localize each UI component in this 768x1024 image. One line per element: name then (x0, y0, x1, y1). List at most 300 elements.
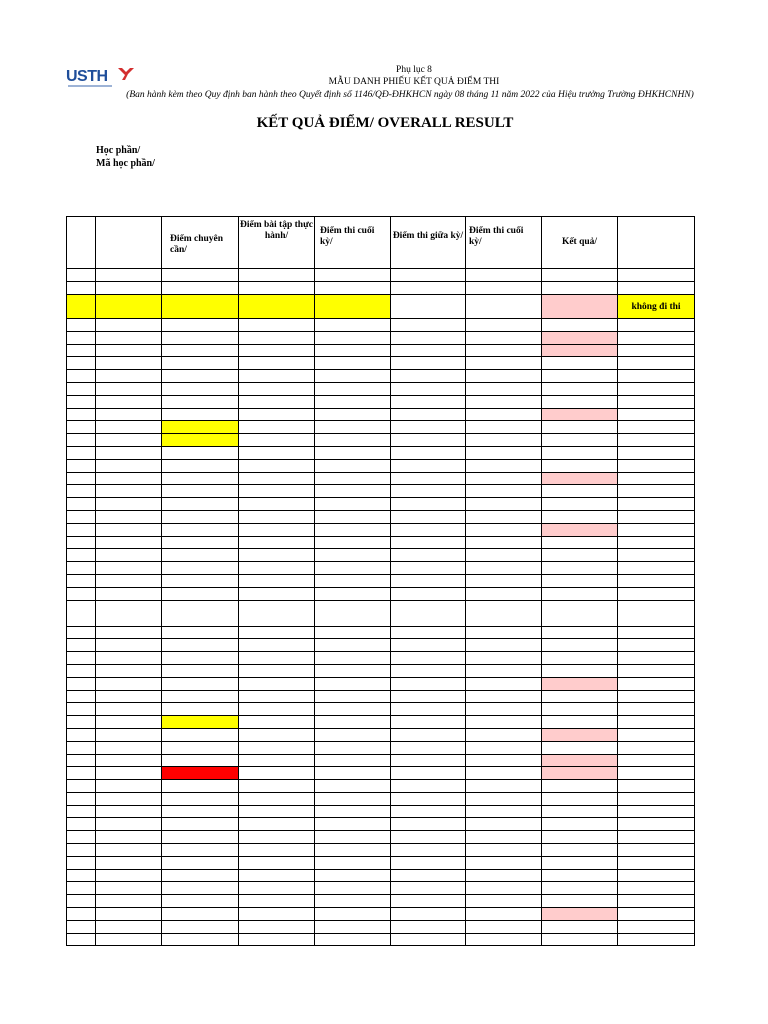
table-cell (618, 587, 695, 600)
table-cell (542, 370, 618, 383)
table-cell (542, 549, 618, 562)
table-cell (391, 818, 466, 831)
table-cell (618, 319, 695, 332)
table-row (67, 805, 695, 818)
table-cell (239, 282, 315, 295)
table-cell (315, 344, 391, 357)
table-cell (67, 792, 96, 805)
table-cell (162, 395, 239, 408)
table-cell (239, 395, 315, 408)
table-cell (239, 434, 315, 447)
table-cell (391, 472, 466, 485)
table-cell (315, 485, 391, 498)
table-cell (67, 549, 96, 562)
results-table (66, 216, 695, 946)
table-cell (315, 331, 391, 344)
table-cell (162, 536, 239, 549)
table-row (67, 780, 695, 793)
table-cell (542, 869, 618, 882)
table-row (67, 792, 695, 805)
table-cell (466, 331, 542, 344)
table-header-row (67, 217, 695, 269)
table-cell (618, 639, 695, 652)
table-row (67, 295, 695, 319)
table-cell (162, 485, 239, 498)
table-cell (391, 677, 466, 690)
table-cell (67, 421, 96, 434)
table-cell (67, 895, 96, 908)
table-cell (162, 331, 239, 344)
table-cell (391, 395, 466, 408)
table-cell (96, 549, 162, 562)
table-cell (239, 446, 315, 459)
table-cell (542, 703, 618, 716)
table-cell (239, 626, 315, 639)
table-cell (391, 920, 466, 933)
table-cell (466, 600, 542, 626)
table-row (67, 652, 695, 665)
table-cell (466, 639, 542, 652)
table-cell (618, 741, 695, 754)
table-row (67, 446, 695, 459)
table-cell (466, 677, 542, 690)
table-cell (162, 920, 239, 933)
table-cell (67, 485, 96, 498)
table-cell (466, 446, 542, 459)
table-cell (162, 434, 239, 447)
table-cell (239, 895, 315, 908)
table-cell (67, 523, 96, 536)
table-cell (67, 446, 96, 459)
table-cell (542, 652, 618, 665)
table-cell (391, 574, 466, 587)
table-row (67, 485, 695, 498)
table-row (67, 357, 695, 370)
table-cell (466, 690, 542, 703)
table-cell (239, 741, 315, 754)
table-row (67, 562, 695, 575)
table-cell (67, 600, 96, 626)
table-cell (162, 295, 239, 319)
table-cell (618, 510, 695, 523)
table-cell (315, 895, 391, 908)
table-cell (466, 908, 542, 921)
table-cell (466, 754, 542, 767)
table-cell (315, 498, 391, 511)
table-cell (466, 716, 542, 729)
table-cell (391, 690, 466, 703)
table-cell (315, 626, 391, 639)
table-cell (391, 600, 466, 626)
table-cell (466, 882, 542, 895)
table-cell (162, 523, 239, 536)
table-cell (239, 295, 315, 319)
table-cell (466, 510, 542, 523)
table-cell (239, 908, 315, 921)
table-cell (67, 869, 96, 882)
table-cell (618, 421, 695, 434)
table-cell (67, 626, 96, 639)
table-cell (239, 421, 315, 434)
table-cell (391, 523, 466, 536)
table-row (67, 856, 695, 869)
table-cell (542, 587, 618, 600)
table-cell (239, 549, 315, 562)
table-cell (315, 792, 391, 805)
table-cell (67, 562, 96, 575)
table-cell (618, 269, 695, 282)
table-cell (96, 856, 162, 869)
appendix-label: Phụ lục 8 (396, 65, 432, 75)
table-cell (162, 780, 239, 793)
col-header-practice: Điểm bài tập thực hành/ (239, 217, 315, 269)
table-cell (618, 844, 695, 857)
table-cell (96, 370, 162, 383)
table-cell (162, 549, 239, 562)
table-cell (391, 510, 466, 523)
table-cell (542, 805, 618, 818)
table-cell (391, 844, 466, 857)
table-cell (391, 536, 466, 549)
table-cell (162, 856, 239, 869)
table-cell (542, 344, 618, 357)
table-cell (67, 434, 96, 447)
table-cell (466, 831, 542, 844)
table-row (67, 869, 695, 882)
table-cell (315, 933, 391, 946)
table-row (67, 728, 695, 741)
table-cell (67, 639, 96, 652)
table-row (67, 587, 695, 600)
table-cell (618, 895, 695, 908)
table-cell (466, 767, 542, 780)
table-cell (466, 895, 542, 908)
table-row (67, 344, 695, 357)
table-cell (162, 574, 239, 587)
table-cell (618, 920, 695, 933)
table-cell (542, 831, 618, 844)
table-cell (618, 536, 695, 549)
table-row (67, 319, 695, 332)
table-row (67, 370, 695, 383)
table-cell (162, 357, 239, 370)
table-cell (162, 703, 239, 716)
table-cell (315, 421, 391, 434)
table-cell (67, 818, 96, 831)
table-cell (96, 869, 162, 882)
table-cell (162, 895, 239, 908)
table-cell (239, 408, 315, 421)
table-cell (391, 703, 466, 716)
table-cell (67, 920, 96, 933)
table-cell (391, 652, 466, 665)
table-cell (391, 933, 466, 946)
table-cell (618, 754, 695, 767)
table-cell (618, 485, 695, 498)
table-cell (239, 677, 315, 690)
table-cell (67, 574, 96, 587)
table-row (67, 690, 695, 703)
table-cell (315, 882, 391, 895)
table-cell (96, 792, 162, 805)
table-cell (618, 446, 695, 459)
table-cell (391, 792, 466, 805)
table-cell (618, 908, 695, 921)
table-cell (618, 690, 695, 703)
table-cell (466, 728, 542, 741)
table-cell (67, 408, 96, 421)
table-cell (315, 856, 391, 869)
table-cell (542, 357, 618, 370)
table-cell (96, 382, 162, 395)
table-cell (96, 485, 162, 498)
table-cell (96, 395, 162, 408)
table-cell (67, 754, 96, 767)
table-cell (96, 421, 162, 434)
table-cell (239, 780, 315, 793)
table-cell (315, 703, 391, 716)
table-cell (239, 844, 315, 857)
table-cell (315, 844, 391, 857)
table-cell (315, 434, 391, 447)
table-cell (162, 908, 239, 921)
table-cell (315, 920, 391, 933)
table-cell (67, 459, 96, 472)
table-cell (67, 536, 96, 549)
table-cell (239, 652, 315, 665)
table-cell (466, 269, 542, 282)
table-cell (162, 716, 239, 729)
table-cell (67, 844, 96, 857)
table-cell (391, 780, 466, 793)
table-cell (96, 716, 162, 729)
table-cell (618, 434, 695, 447)
table-cell (96, 574, 162, 587)
col-header-1 (96, 217, 162, 269)
table-cell (96, 295, 162, 319)
table-cell (67, 716, 96, 729)
table-cell (96, 895, 162, 908)
table-cell (315, 319, 391, 332)
table-cell (542, 626, 618, 639)
table-cell (466, 652, 542, 665)
table-cell (162, 408, 239, 421)
table-cell (466, 357, 542, 370)
table-cell (542, 472, 618, 485)
table-cell (67, 370, 96, 383)
table-cell (96, 269, 162, 282)
table-cell (315, 408, 391, 421)
table-row (67, 844, 695, 857)
table-row (67, 269, 695, 282)
table-cell (96, 498, 162, 511)
table-cell (162, 282, 239, 295)
table-cell (67, 908, 96, 921)
table-cell (96, 741, 162, 754)
table-cell (67, 882, 96, 895)
table-cell (315, 295, 391, 319)
table-cell (542, 856, 618, 869)
table-cell (96, 639, 162, 652)
table-cell (542, 780, 618, 793)
table-cell (67, 933, 96, 946)
table-cell (542, 562, 618, 575)
table-row (67, 408, 695, 421)
table-cell (466, 459, 542, 472)
table-cell (315, 728, 391, 741)
table-cell (162, 728, 239, 741)
table-cell (67, 780, 96, 793)
table-cell (239, 459, 315, 472)
course-label: Học phần/ (96, 145, 141, 156)
table-cell (162, 498, 239, 511)
table-row (67, 639, 695, 652)
table-cell (162, 805, 239, 818)
table-row (67, 882, 695, 895)
table-cell (96, 434, 162, 447)
table-cell (618, 805, 695, 818)
table-row (67, 831, 695, 844)
table-cell (96, 282, 162, 295)
table-cell (542, 498, 618, 511)
table-cell (542, 600, 618, 626)
table-cell (315, 382, 391, 395)
table-cell (542, 523, 618, 536)
table-row (67, 895, 695, 908)
table-cell (618, 382, 695, 395)
table-cell (96, 831, 162, 844)
table-cell (96, 844, 162, 857)
table-cell (315, 805, 391, 818)
table-cell (162, 844, 239, 857)
table-cell (542, 844, 618, 857)
table-cell (391, 587, 466, 600)
table-cell (96, 510, 162, 523)
table-cell (239, 869, 315, 882)
table-cell (96, 754, 162, 767)
table-cell (391, 882, 466, 895)
table-cell (239, 485, 315, 498)
table-cell (618, 677, 695, 690)
table-cell (391, 344, 466, 357)
table-cell (542, 434, 618, 447)
table-cell (67, 498, 96, 511)
table-cell (239, 728, 315, 741)
table-cell (67, 344, 96, 357)
table-cell (542, 908, 618, 921)
table-cell (618, 600, 695, 626)
table-cell (391, 282, 466, 295)
table-cell (542, 421, 618, 434)
table-cell (618, 549, 695, 562)
table-cell (466, 395, 542, 408)
table-cell (542, 408, 618, 421)
table-row (67, 536, 695, 549)
table-cell (466, 295, 542, 319)
table-cell (315, 446, 391, 459)
table-cell (466, 933, 542, 946)
table-cell (162, 269, 239, 282)
table-cell (67, 382, 96, 395)
table-cell (96, 677, 162, 690)
table-cell (542, 485, 618, 498)
form-name: MẪU DANH PHIẾU KẾT QUẢ ĐIỂM THI (328, 77, 500, 87)
table-cell (542, 741, 618, 754)
table-cell (315, 574, 391, 587)
table-cell (239, 716, 315, 729)
table-row (67, 626, 695, 639)
table-cell (391, 831, 466, 844)
col-header-final-2: Điểm thi cuối kỳ/ (466, 217, 542, 269)
table-cell (618, 869, 695, 882)
table-cell (67, 767, 96, 780)
table-cell (315, 690, 391, 703)
table-cell (466, 344, 542, 357)
table-cell (391, 869, 466, 882)
table-cell (542, 269, 618, 282)
table-cell (391, 408, 466, 421)
table-row (67, 600, 695, 626)
table-cell (239, 523, 315, 536)
table-cell (315, 370, 391, 383)
table-cell (239, 382, 315, 395)
table-cell (96, 600, 162, 626)
table-cell (391, 485, 466, 498)
table-cell (618, 562, 695, 575)
table-cell (466, 856, 542, 869)
table-cell (391, 421, 466, 434)
table-cell (466, 319, 542, 332)
table-cell (466, 408, 542, 421)
table-cell (542, 446, 618, 459)
table-cell (466, 434, 542, 447)
table-row (67, 382, 695, 395)
table-cell (239, 856, 315, 869)
table-cell (466, 536, 542, 549)
table-cell (618, 664, 695, 677)
table-cell (542, 690, 618, 703)
table-cell (618, 728, 695, 741)
table-cell (618, 933, 695, 946)
table-cell (239, 344, 315, 357)
table-cell (315, 282, 391, 295)
table-cell (96, 472, 162, 485)
table-cell (67, 269, 96, 282)
table-cell (618, 498, 695, 511)
table-cell (466, 869, 542, 882)
table-cell (162, 831, 239, 844)
table-cell (315, 664, 391, 677)
table-cell (96, 536, 162, 549)
table-cell (391, 434, 466, 447)
table-cell (162, 472, 239, 485)
course-code-label: Mã học phần/ (96, 158, 155, 169)
table-row (67, 677, 695, 690)
table-cell (466, 562, 542, 575)
table-cell (162, 754, 239, 767)
table-cell (618, 831, 695, 844)
table-row (67, 434, 695, 447)
table-row (67, 472, 695, 485)
table-cell (96, 331, 162, 344)
table-cell (239, 805, 315, 818)
table-cell (67, 295, 96, 319)
table-cell (162, 690, 239, 703)
table-cell (96, 523, 162, 536)
table-cell (466, 485, 542, 498)
table-cell (542, 754, 618, 767)
table-cell (391, 562, 466, 575)
